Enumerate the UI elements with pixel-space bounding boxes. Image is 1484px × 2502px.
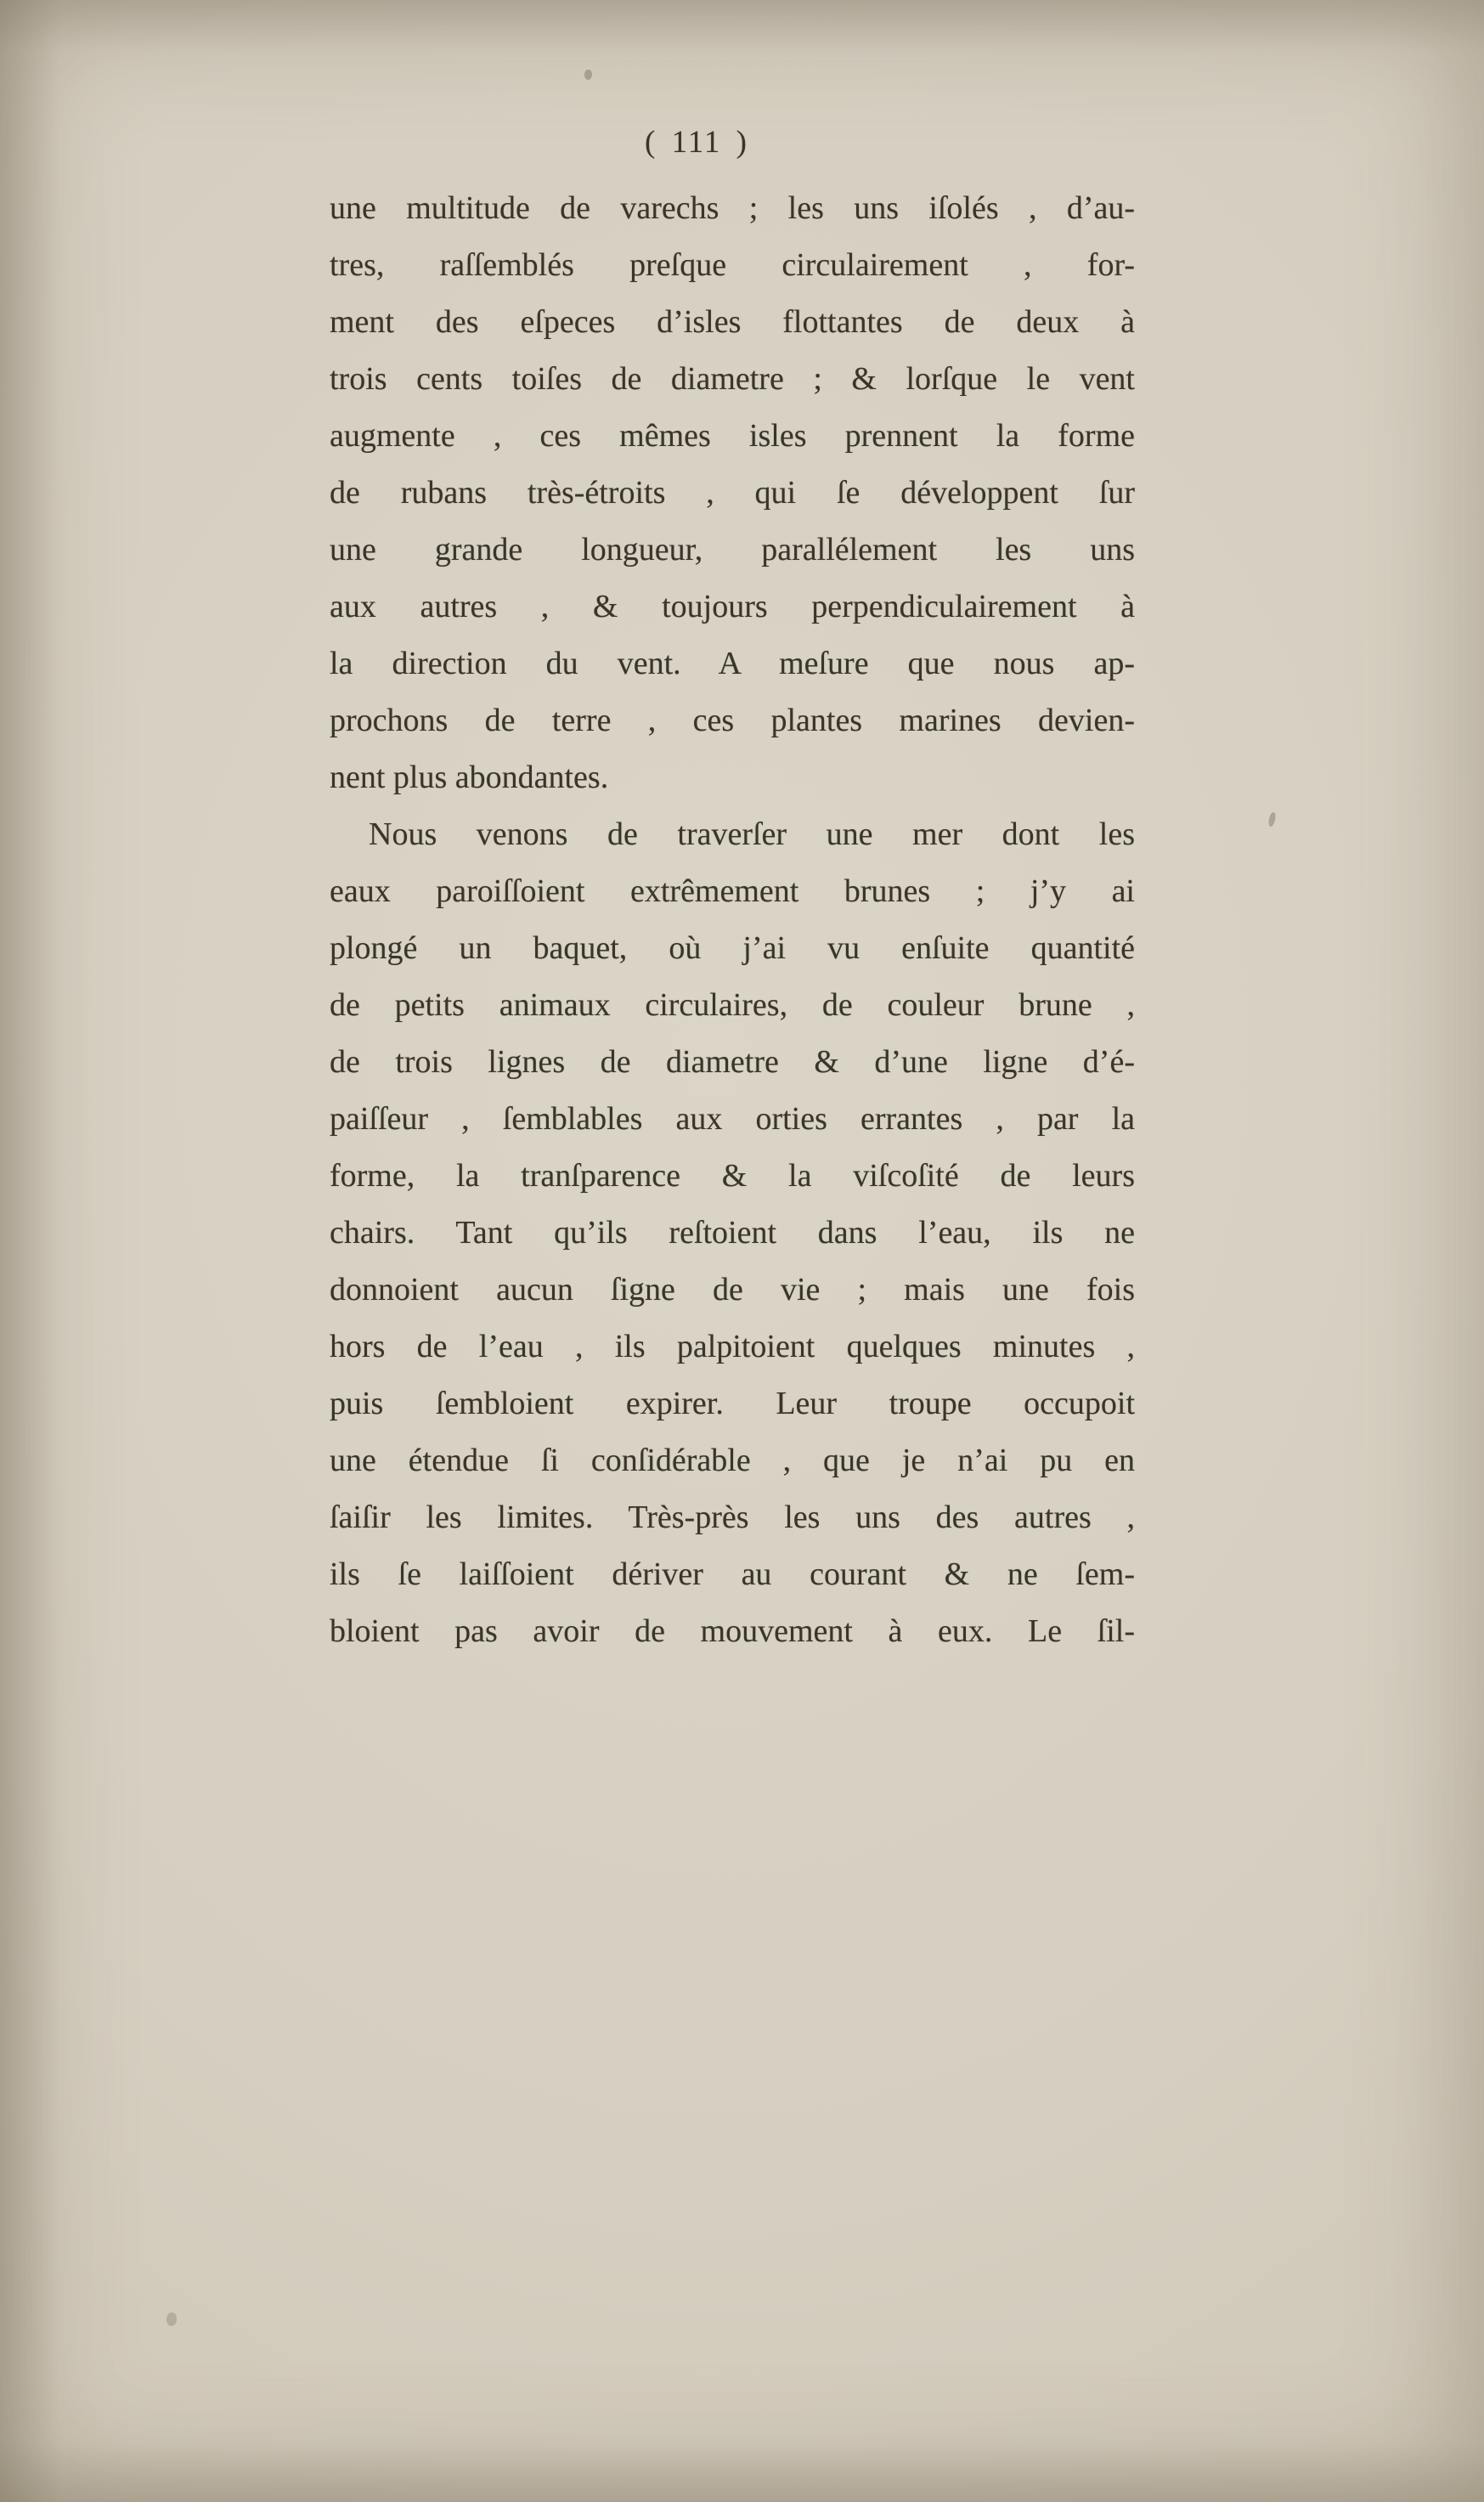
text-line: ſaiſir les limites. Très-près les uns des autres , <box>330 1500 1135 1535</box>
page-edge-shading-top <box>0 0 1484 51</box>
text-line: aux autres , & toujours perpendiculairement à <box>330 589 1135 624</box>
text-line: plongé un baquet, où j’ai vu enſuite quantité <box>330 930 1135 966</box>
ink-speck <box>166 2313 177 2326</box>
text-line: ment des eſpeces d’isles flottantes de deux à <box>330 304 1135 340</box>
text-line: Nous venons de traverſer une mer dont les <box>369 816 1135 852</box>
text-line: puis ſembloient expirer. Leur troupe occupoit <box>330 1386 1135 1421</box>
text-line: chairs. Tant qu’ils reſtoient dans l’eau, ils ne <box>330 1215 1135 1251</box>
text-line: paiſſeur , ſemblables aux orties errantes , par la <box>330 1101 1135 1137</box>
text-line: ils ſe laiſſoient dériver au courant & ne ſem- <box>330 1556 1135 1592</box>
text-line: de petits animaux circulaires, de couleur brune , <box>330 987 1135 1023</box>
text-block <box>330 180 1135 1660</box>
paragraph-2 <box>330 806 1135 1660</box>
text-line: bloient pas avoir de mouvement à eux. Le ſil- <box>330 1613 1135 1649</box>
ink-speck <box>1267 811 1276 827</box>
ink-speck <box>584 70 592 80</box>
page-edge-shading-bottom <box>0 2443 1484 2502</box>
text-line: de trois lignes de diametre & d’une ligne d’é- <box>330 1044 1135 1080</box>
text-line: nent plus abondantes. <box>330 760 609 795</box>
paragraph-1 <box>330 180 1135 806</box>
text-line: une grande longueur, parallélement les uns <box>330 532 1135 568</box>
text-line: eaux paroiſſoient extrêmement brunes ; j’y ai <box>330 873 1135 909</box>
page-edge-shading-left <box>0 0 59 2502</box>
text-line: donnoient aucun ſigne de vie ; mais une fois <box>330 1272 1135 1307</box>
text-line: tres, raſſemblés preſque circulairement , for- <box>330 247 1135 283</box>
text-line: une étendue ſi conſidérable , que je n’ai pu en <box>330 1443 1135 1478</box>
page-number: ( 111 ) <box>645 125 748 160</box>
text-line: forme, la tranſparence & la viſcoſité de leurs <box>330 1158 1135 1194</box>
text-line: de rubans très-étroits , qui ſe développent ſur <box>330 475 1135 511</box>
text-line: hors de l’eau , ils palpitoient quelques minutes , <box>330 1329 1135 1364</box>
text-line: la direction du vent. A meſure que nous ap- <box>330 646 1135 681</box>
text-line: augmente , ces mêmes isles prennent la forme <box>330 418 1135 454</box>
text-line: prochons de terre , ces plantes marines devien- <box>330 703 1135 738</box>
text-line: trois cents toiſes de diametre ; & lorſque le vent <box>330 361 1135 397</box>
text-line: une multitude de varechs ; les uns iſolés , d’au- <box>330 190 1135 226</box>
